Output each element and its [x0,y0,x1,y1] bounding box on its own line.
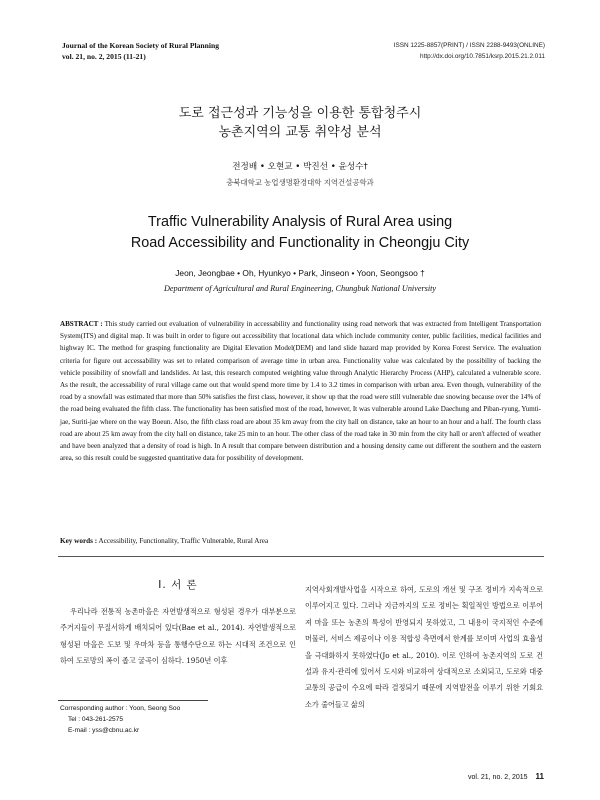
body-column-left [60,604,296,670]
journal-identifiers [394,40,545,62]
corresponding-author-footnote [60,703,180,736]
journal-name: Journal of the Korean Society of Rural Planning [62,41,220,50]
issn: ISSN 1225-8857(PRINT) / ISSN 2288-9493(ONLINE) [393,42,545,49]
title-english-line1: Traffic Vulnerability Analysis of Rural Area using [147,214,453,230]
doi-link[interactable]: http://dx.doi.org/10.7851/ksrp.2015.21.2.011 [420,53,545,60]
title-english-line2: Road Accessibility and Functionality in Cheongju City [130,235,470,251]
footnote-tel: Tel : 043-261-2575 [68,716,123,723]
body-paragraph: 우리나라 전통적 농촌마을은 자연발생적으로 형성된 경우가 대부분으로 주거지들이 무질서하게 배치되어 있다(Bae et al., 2014). 자연발생적으로 형성된 마을은 도보 및 우마차 등을 통행수단으로 하는 시대적 조건으로 인하여 도로망의 폭이 좁고 굴곡이 심하다. 1950년 이후 [60,607,296,666]
footnote-email: E-mail : yss@cbnu.ac.kr [68,727,140,734]
footnote-divider [58,700,208,701]
title-korean [0,104,600,142]
abstract-text: This study carried out evaluation of vulnerability in accessability and functionality using road network that was extracted from Intelligent Transportation System(ITS) and digital map. It was built in order to figure out accessibility that locational data which include community center, public facilities, medical facilities and highway IC. The method for grasping functionality are Digital Elevation Model(DEM) and land slide hazard map provided by Korea Forest Service. The evaluation criteria for figure out accessability was set to related comparison of average time in urban area. Functionality value was calculated by the possibility of backing the vehicle possibility of snowfall and landslides. At last, this research computed weighting value through Analytic Hierarchy Process (AHP), calculated a vulnerable score. As the result, the accessability of rural village came out that would spend more time by 1.4 to 3.2 times in comparison with urban area. Even though, vulnerability of the road by a snowfall was estimated that more than 50% satisfies the first class, however, it show up that the road were still vulnerable due snowing because over the 14% of the road being evaluated the fifth class. The functionality has been satisfied most of the road, however, It was vulnerable around Lake Daechung and Piban-ryung, Yumti-jae, Suriti-jae where on the way Boeun. Also, the fifth class road are about 35 km away from the city hall on distance, take an hour to an hour and a half. The fourth class road are about 25 km away from the city hall on distance, take 25 min to an hour. The other class of the road take in 30 min from the city hall or aren't affected of weather and have been analyzed that a density of road is high. In A result that compare between distribution and a housing density came out different the southern and the eastern area, so this result could be suggested quantitative data for possibility of development. [60,320,541,463]
body-paragraph: 지역사회개발사업을 시작으로 하여, 도로의 개선 및 구조 정비가 지속적으로 이루어지고 있다. 그러나 지금까지의 도로 정비는 획일적인 방법으로 이루어져 마을 또는 농촌의 특성이 반영되지 못하였고, 그 내용이 국지적인 수준에 머물러, 서비스 제공이나 이용 적합성 측면에서 한계를 보이며 사업의 효율성을 극대화하지 못하였다(Jo et al., 2010). 이로 인하여 농촌지역의 도로 건설과 유지·관리에 있어서 도시와 비교하여 상대적으로 소외되고, 도로와 대중교통의 공급이 수요에 따라 결정되기 때문에 지역발전을 이루기 위한 기회요소가 줄어들고 삶의 [305,585,543,709]
authors-english: Jeon, Jeongbae • Oh, Hyunkyo • Park, Jinseon • Yoon, Seongsoo † [175,268,425,278]
keywords-label: Key words : [60,537,98,545]
page-footer [468,772,544,781]
abstract [60,318,541,464]
authors-korean: 전정배 • 오현교 • 박진선 • 윤성수† [232,162,368,172]
keywords-text: Accessibility, Functionality, Traffic Vulnerable, Rural Area [98,537,269,545]
title-korean-line1: 도로 접근성과 기능성을 이용한 통합청주시 [178,106,422,121]
abstract-label: ABSTRACT : [60,320,103,328]
journal-volume: vol. 21, no. 2, 2015 (11-21) [62,52,146,61]
title-english [0,212,600,254]
affiliation-english: Department of Agricultural and Rural Engineering, Chungbuk National University [163,284,437,293]
title-korean-line2: 농촌지역의 교통 취약성 분석 [218,125,382,140]
section-heading-introduction: I. 서 론 [158,579,198,591]
page-number: 11 [535,772,544,781]
body-column-right [305,582,543,713]
affiliation-korean: 충북대학교 농업생명환경대학 지역건설공학과 [226,178,374,187]
keywords-divider [58,556,544,557]
footnote-author: Corresponding author : Yoon, Seong Soo [60,705,181,712]
keywords [60,537,268,545]
journal-header [62,40,219,62]
footer-issue: vol. 21, no. 2, 2015 [468,774,528,781]
